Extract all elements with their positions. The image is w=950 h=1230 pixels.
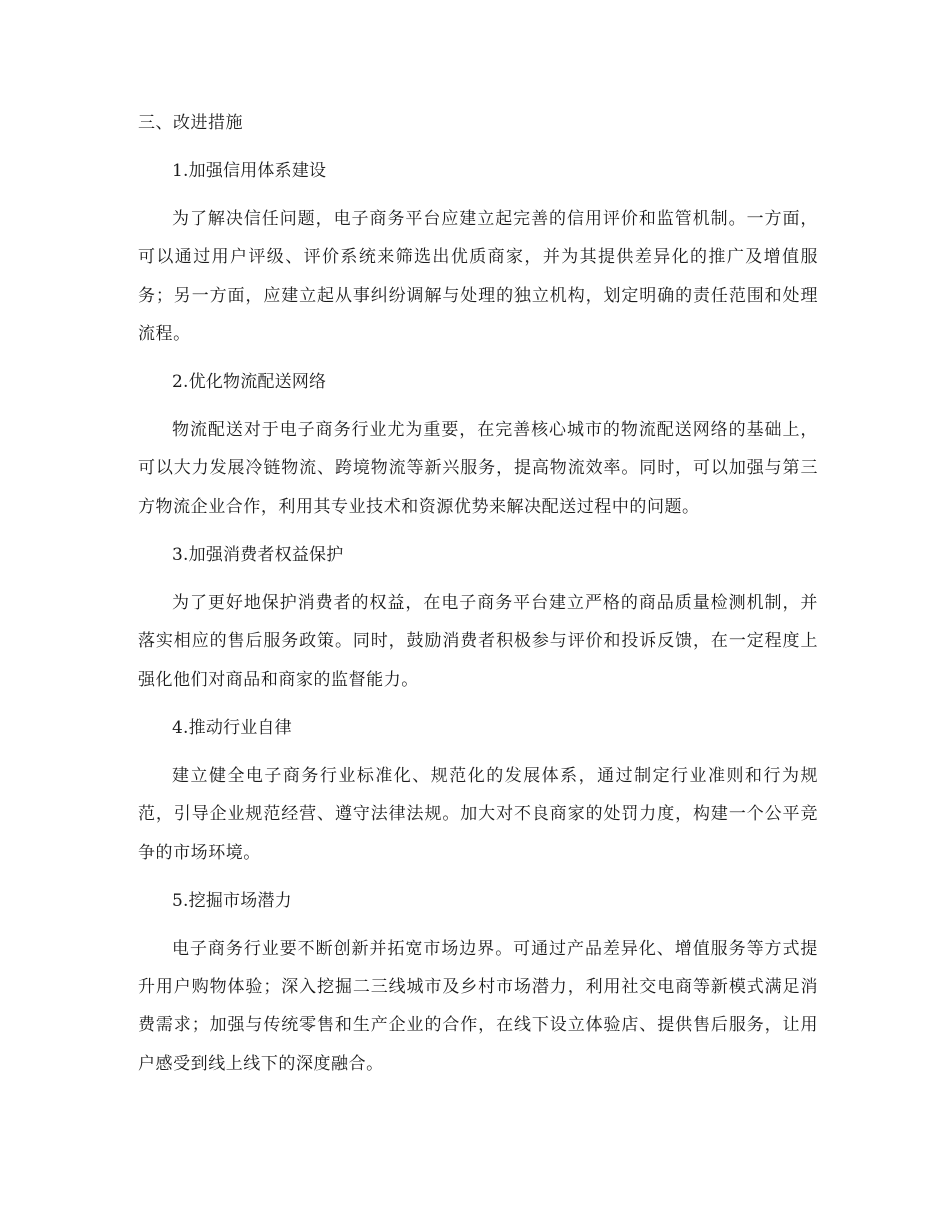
subheading-consumer-protection: 3.加强消费者权益保护: [172, 545, 344, 566]
paragraph-market-potential: 电子商务行业要不断创新并拓宽市场边界。可通过产品差异化、增值服务等方式提升用户购物体验；深入挖掘二三线城市及乡村市场潜力，利用社交电商等新模式满足消费需求；加强与传统零售和生产企业的合作，在线下设立体验店、提供售后服务，让用户感受到线上线下的深度融合。: [138, 938, 818, 1074]
paragraph-consumer-protection: 为了更好地保护消费者的权益，在电子商务平台建立严格的商品质量检测机制，并落实相应的售后服务政策。同时，鼓励消费者积极参与评价和投诉反馈，在一定程度上强化他们对商品和商家的监督能力。: [138, 593, 818, 690]
subheading-logistics: 2.优化物流配送网络: [172, 372, 327, 393]
paragraph-industry-self-discipline: 建立健全电子商务行业标准化、规范化的发展体系，通过制定行业准则和行为规范，引导企业规范经营、遵守法律法规。加大对不良商家的处罚力度，构建一个公平竞争的市场环境。: [138, 765, 818, 863]
document-body: [138, 104, 818, 1093]
subheading-market-potential: 5.挖掘市场潜力: [172, 890, 292, 911]
paragraph-logistics: 物流配送对于电子商务行业尤为重要，在完善核心城市的物流配送网络的基础上，可以大力发展冷链物流、跨境物流等新兴服务，提高物流效率。同时，可以加强与第三方物流企业合作，利用其专业技术和资源优势来解决配送过程中的问题。: [138, 420, 818, 517]
section-heading: 三、改进措施: [138, 113, 243, 133]
paragraph-credit-system: 为了解决信任问题，电子商务平台应建立起完善的信用评价和监管机制。一方面，可以通过用户评级、评价系统来筛选出优质商家，并为其提供差异化的推广及增值服务；另一方面，应建立起从事纠纷调解与处理的独立机构，划定明确的责任范围和处理流程。: [138, 209, 818, 344]
subheading-credit-system: 1.加强信用体系建设: [172, 161, 327, 181]
subheading-industry-self-discipline: 4.推动行业自律: [172, 717, 292, 738]
